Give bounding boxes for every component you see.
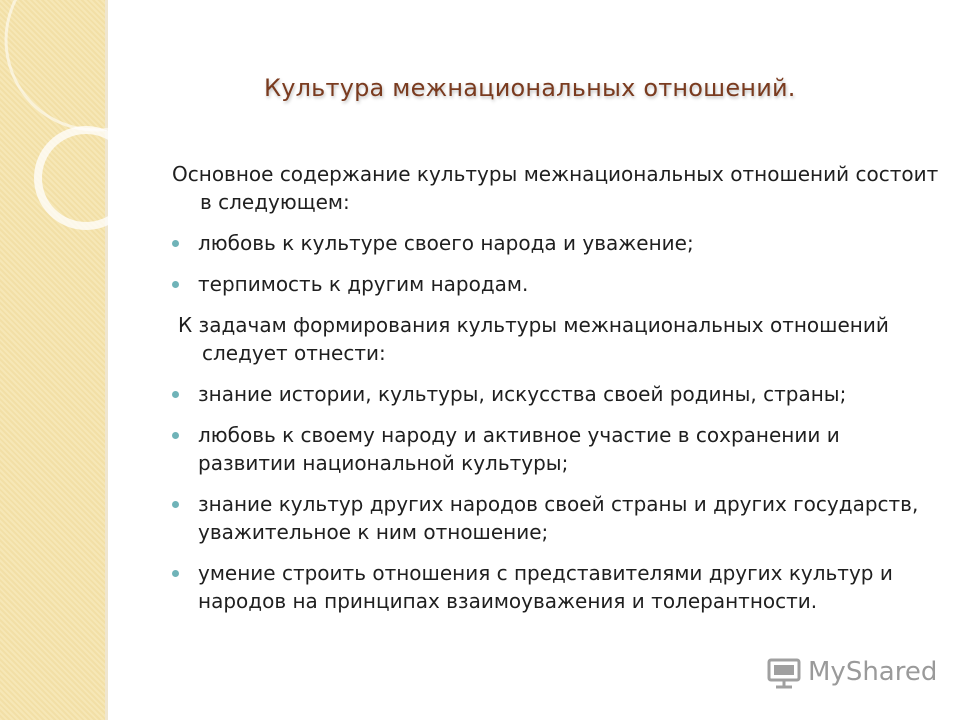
intro-paragraph-1: Основное содержание культуры межнациональных отношений состоит в следующем: <box>172 162 939 214</box>
bullet-icon <box>172 570 179 577</box>
list-item: знание культур других народов своей страны и других государств, уважительное к ним отношение; <box>172 490 942 546</box>
watermark-text: MyShared <box>808 657 938 687</box>
list-item: любовь к своему народу и активное участие в сохранении и развитии национальной культуры; <box>172 421 942 477</box>
bullet-icon <box>172 281 179 288</box>
slide-title: Культура межнациональных отношений. <box>264 74 796 102</box>
presentation-board-icon <box>766 654 802 690</box>
myshared-watermark[interactable] <box>766 652 937 692</box>
intro-paragraph-2: К задачам формирования культуры межнациональных отношений следует отнести: <box>178 313 889 365</box>
list-item: любовь к культуре своего народа и уважение; <box>172 229 942 257</box>
list-item: умение строить отношения с представителями других культур и народов на принципах взаимоуважения и толерантности. <box>172 559 942 615</box>
bullet-icon <box>172 240 179 247</box>
list-item: знание истории, культуры, искусства своей родины, страны; <box>172 380 942 408</box>
bullet-icon <box>172 391 179 398</box>
bullet-icon <box>172 432 179 439</box>
decorative-rings <box>0 0 108 720</box>
slide-body <box>172 160 942 628</box>
list-item: терпимость к другим народам. <box>172 270 942 298</box>
bullet-icon <box>172 501 179 508</box>
decorative-side-band <box>0 0 108 720</box>
